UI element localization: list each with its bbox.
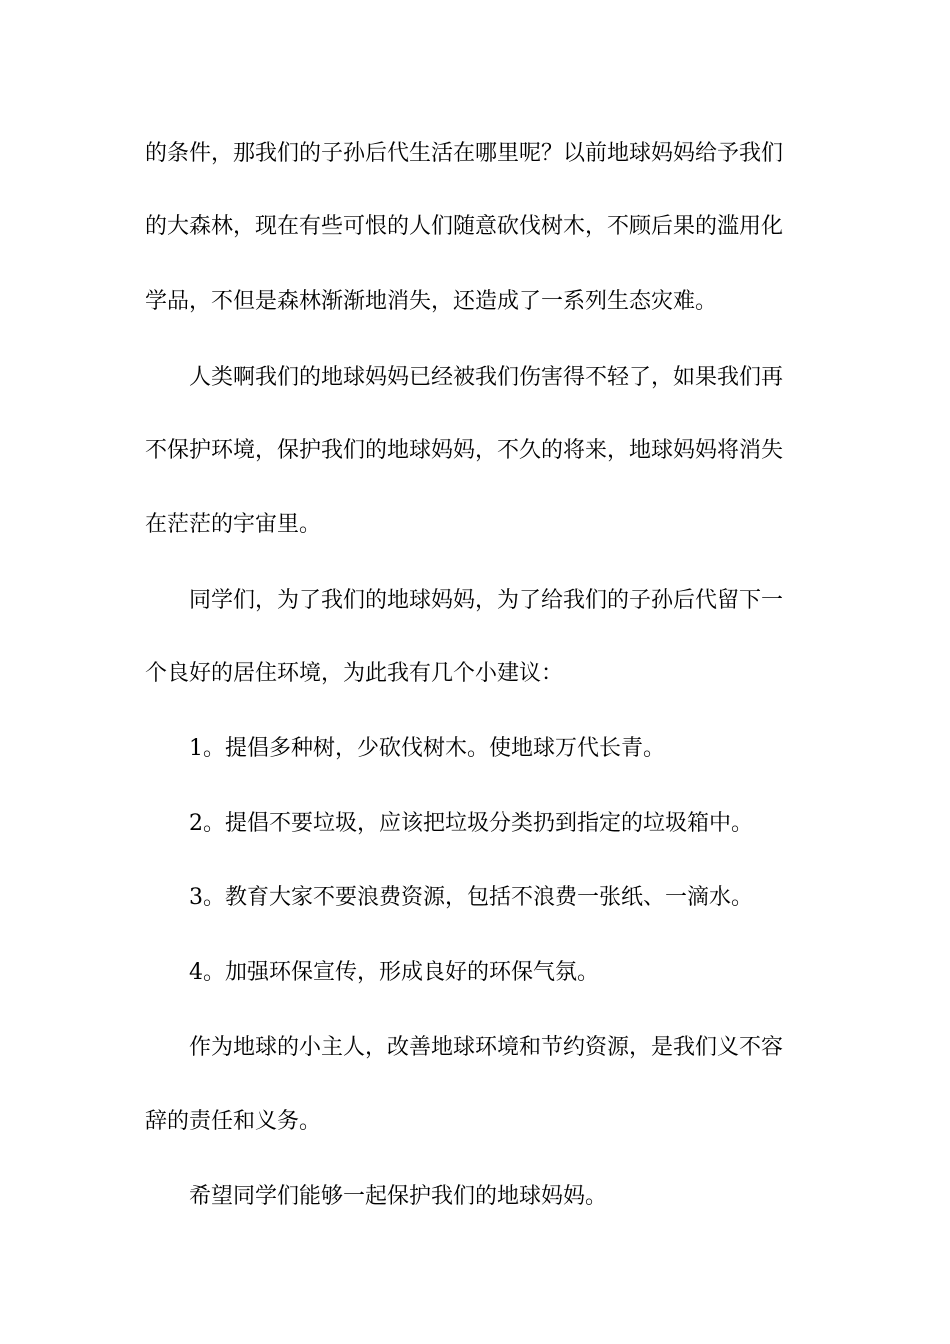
list-item: 2。提倡不要垃圾，应该把垃圾分类扔到指定的垃圾箱中。 bbox=[189, 811, 753, 836]
list-item: 4。加强环保宣传，形成良好的环保气氛。 bbox=[189, 960, 599, 985]
list-item: 3。教育大家不要浪费资源，包括不浪费一张纸、一滴水。 bbox=[189, 885, 753, 910]
paragraph-line: 不保护环境，保护我们的地球妈妈，不久的将来，地球妈妈将消失 bbox=[145, 438, 784, 463]
paragraph-line: 学品，不但是森林渐渐地消失，还造成了一系列生态灾难。 bbox=[145, 289, 718, 314]
paragraph-line: 人类啊我们的地球妈妈已经被我们伤害得不轻了，如果我们再 bbox=[189, 365, 784, 390]
paragraph-line: 在茫茫的宇宙里。 bbox=[145, 512, 322, 537]
paragraph-line: 的大森林，现在有些可恨的人们随意砍伐树木，不顾后果的滥用化 bbox=[145, 214, 784, 239]
paragraph-line: 个良好的居住环境，为此我有几个小建议： bbox=[145, 661, 564, 686]
paragraph-line: 辞的责任和义务。 bbox=[145, 1109, 322, 1134]
paragraph-line: 作为地球的小主人，改善地球环境和节约资源，是我们义不容 bbox=[189, 1035, 784, 1060]
paragraph-line: 同学们，为了我们的地球妈妈，为了给我们的子孙后代留下一 bbox=[189, 588, 784, 613]
paragraph-line: 的条件，那我们的子孙后代生活在哪里呢？以前地球妈妈给予我们 bbox=[145, 141, 784, 166]
list-item: 1。提倡多种树，少砍伐树木。使地球万代长青。 bbox=[189, 736, 665, 761]
paragraph-line: 希望同学们能够一起保护我们的地球妈妈。 bbox=[189, 1184, 608, 1209]
